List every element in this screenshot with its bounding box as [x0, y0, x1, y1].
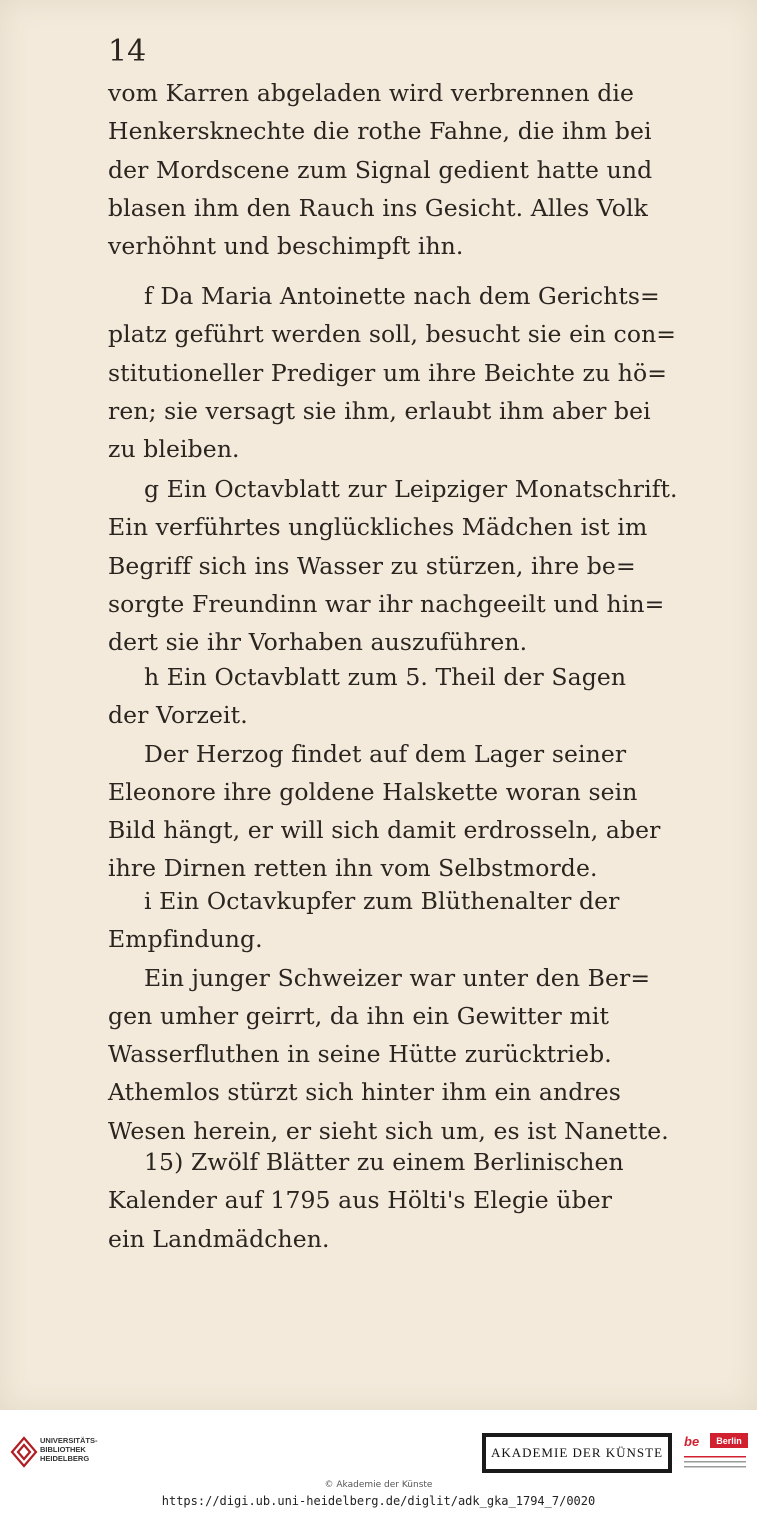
text-line: blasen ihm den Rauch ins Gesicht. Alles Volk: [108, 193, 648, 222]
paragraph-item-h: [108, 658, 708, 888]
text-line: Ein junger Schweizer war unter den Ber=: [144, 963, 651, 992]
paragraph-item-15: [108, 1143, 708, 1258]
university-library-name: [40, 1436, 98, 1463]
text-line: Bild hängt, er will sich damit erdrosseln, aber: [108, 816, 661, 845]
library-line: UNIVERSITÄTS-: [40, 1436, 98, 1445]
paragraph-item-f: [108, 277, 708, 468]
library-line: BIBLIOTHEK: [40, 1445, 86, 1454]
text-line: Henkersknechte die rothe Fahne, die ihm bei: [108, 117, 652, 146]
source-url-link[interactable]: https://digi.ub.uni-heidelberg.de/diglit/adk_gka_1794_7/0020: [161, 1494, 596, 1508]
text-line: der Vorzeit.: [108, 701, 248, 730]
text-line: Athemlos stürzt sich hinter ihm ein andres: [108, 1078, 621, 1107]
paragraph-item-i: [108, 882, 708, 1150]
text-line: vom Karren abgeladen wird verbrennen die: [108, 79, 635, 107]
academy-label: AKADEMIE DER KÜNSTE: [486, 1437, 668, 1469]
library-line: HEIDELBERG: [40, 1454, 90, 1463]
text-line: Wasserfluthen in seine Hütte zurücktrieb.: [108, 1040, 612, 1069]
text-line: h Ein Octavblatt zum 5. Theil der Sagen: [144, 663, 627, 691]
text-line: dert sie ihr Vorhaben auszuführen.: [108, 628, 528, 657]
svg-text:Berlin: Berlin: [716, 1436, 742, 1446]
text-line: Wesen herein, er sieht sich um, es ist Nanette.: [108, 1116, 669, 1145]
text-line: Eleonore ihre goldene Halskette woran sein: [108, 777, 638, 806]
text-line: stitutioneller Prediger um ihre Beichte zu hö=: [108, 358, 668, 387]
copyright-notice: © Akademie der Künste: [324, 1480, 433, 1490]
text-line: der Mordscene zum Signal gedient hatte und: [108, 155, 653, 184]
text-line: Kalender auf 1795 aus Hölti's Elegie über: [108, 1186, 613, 1215]
text-line: i Ein Octavkupfer zum Blüthenalter der: [144, 887, 620, 915]
text-line: platz geführt werden soll, besucht sie ein con=: [108, 320, 677, 349]
text-line: Der Herzog findet auf dem Lager seiner: [144, 739, 627, 768]
paragraph-henkersknechte: [108, 74, 708, 265]
text-line: zu bleiben.: [108, 435, 240, 464]
text-line: f Da Maria Antoinette nach dem Gerichts=: [144, 282, 660, 310]
text-line: Empfindung.: [108, 925, 263, 954]
berlin-senate-logo[interactable]: [682, 1430, 750, 1474]
academy-logo[interactable]: [482, 1433, 672, 1473]
text-line: verhöhnt und beschimpft ihn.: [108, 232, 464, 261]
text-line: ein Landmädchen.: [108, 1224, 330, 1253]
text-line: 15) Zwölf Blätter zu einem Berlinischen: [144, 1148, 624, 1176]
text-line: Begriff sich ins Wasser zu stürzen, ihre be=: [108, 551, 636, 580]
paragraph-item-g: [108, 470, 708, 661]
text-line: Ein verführtes unglückliches Mädchen ist im: [108, 513, 648, 542]
text-line: gen umher geirrt, da ihn ein Gewitter mit: [108, 1001, 609, 1030]
svg-text:be: be: [684, 1434, 700, 1449]
text-line: sorgte Freundinn war ihr nachgeeilt und hin=: [108, 589, 665, 618]
text-line: ren; sie versagt sie ihm, erlaubt ihm aber bei: [108, 396, 651, 425]
text-line: g Ein Octavblatt zur Leipziger Monatschrift.: [144, 475, 678, 503]
page-number: 14: [108, 34, 147, 69]
text-line: ihre Dirnen retten ihn vom Selbstmorde.: [108, 854, 598, 883]
